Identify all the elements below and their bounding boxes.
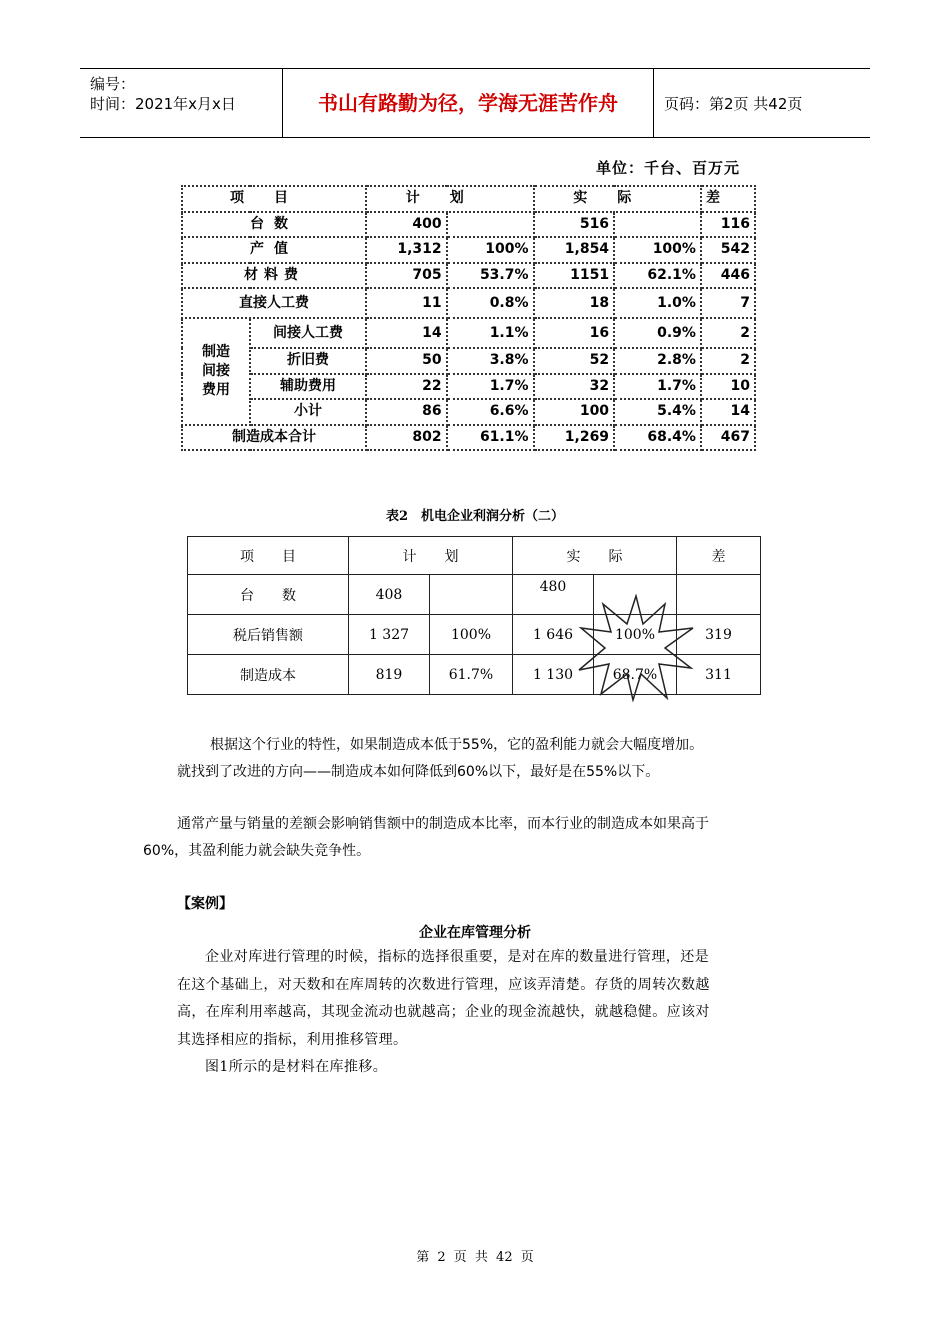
cell-actual: 516 — [534, 212, 615, 238]
row-label: 辅助费用 — [250, 374, 366, 400]
group-label-line: 制造 — [202, 343, 230, 360]
profit-table-2 — [187, 536, 761, 694]
header-actual: 实际 — [534, 186, 701, 212]
cell-diff: 14 — [701, 399, 755, 425]
header-plan: 计 划 — [349, 537, 513, 575]
table-row — [182, 374, 755, 400]
table1-unit: 单位：千台、百万元 — [596, 159, 741, 177]
cell-plan: 408 — [349, 575, 430, 615]
cell-actual-pct: 62.1% — [614, 263, 701, 289]
cell-diff: 2 — [701, 348, 755, 374]
cell-actual-pct: 1.7% — [614, 374, 701, 400]
cell-diff: 7 — [701, 288, 755, 318]
cell-actual-pct: 2.8% — [614, 348, 701, 374]
case-line: 图1所示的是材料在库推移。 — [205, 1059, 388, 1075]
cell-plan-pct: 100% — [447, 237, 534, 263]
cell-actual-pct: 1.0% — [614, 288, 701, 318]
case-title: 企业在库管理分析 — [419, 925, 531, 941]
header-plan: 计划 — [366, 186, 533, 212]
cell-actual: 16 — [534, 318, 615, 348]
table-row — [182, 318, 755, 348]
header-meta — [80, 69, 283, 137]
cell-actual: 100 — [534, 399, 615, 425]
case-line: 在这个基础上，对天数和在库周转的次数进行管理，应该弄清楚。存货的周转次数越 — [177, 976, 710, 993]
cell-plan: 819 — [349, 655, 430, 695]
cell-plan: 50 — [366, 348, 447, 374]
row-label: 材料费 — [182, 263, 366, 289]
header-diff: 差 — [677, 537, 761, 575]
header-item: 项目 — [182, 186, 366, 212]
cell-plan: 14 — [366, 318, 447, 348]
cell-plan-pct: 61.1% — [447, 425, 534, 451]
paragraph-1: 根据这个行业的特性，如果制造成本低于55%，它的盈利能力就会大幅度增加。 — [210, 737, 704, 753]
cell-plan-pct: 100% — [429, 615, 512, 655]
cell-plan-pct: 0.8% — [447, 288, 534, 318]
page-header — [80, 68, 870, 138]
cell-actual: 52 — [534, 348, 615, 374]
cell-actual-pct: 5.4% — [614, 399, 701, 425]
cell-plan: 705 — [366, 263, 447, 289]
table-row — [182, 399, 755, 425]
cell-plan: 400 — [366, 212, 447, 238]
group-label-line: 间接 — [202, 362, 230, 379]
case-line: 其选择相应的指标，利用推移管理。 — [177, 1031, 408, 1048]
cell-plan: 22 — [366, 374, 447, 400]
cell-actual-pct: 68.4% — [614, 425, 701, 451]
cell-diff: 10 — [701, 374, 755, 400]
starburst-highlight-icon — [577, 594, 695, 702]
header-actual: 实 际 — [513, 537, 677, 575]
cell-plan-pct: 1.1% — [447, 318, 534, 348]
paragraph-4: 60%，其盈利能力就会缺失竞争性。 — [143, 843, 371, 859]
cell-actual-pct: 68.7% — [593, 655, 676, 695]
cell-plan-pct: 61.7% — [429, 655, 512, 695]
case-line: 高，在库利用率越高，其现金流动也就越高；企业的现金流越快，就越稳健。应该对 — [177, 1004, 710, 1020]
cell-diff: 116 — [701, 212, 755, 238]
row-label: 台数 — [182, 212, 366, 238]
cell-plan-pct: 53.7% — [447, 263, 534, 289]
cell-actual-pct: 100% — [593, 615, 676, 655]
row-label: 间接人工费 — [250, 318, 366, 348]
cell-diff: 319 — [677, 615, 761, 655]
cell-diff: 311 — [677, 655, 761, 695]
table-row — [182, 212, 755, 238]
group-label-manufacturing-overhead — [182, 318, 250, 425]
row-label: 制造成本合计 — [182, 425, 366, 451]
table-header-row — [188, 537, 761, 575]
cell-plan-pct: 1.7% — [447, 374, 534, 400]
table-header-row — [182, 186, 755, 212]
cell-plan-pct — [447, 212, 534, 238]
row-label: 折旧费 — [250, 348, 366, 374]
paragraph-3: 通常产量与销量的差额会影响销售额中的制造成本比率，而本行业的制造成本如果高于 — [177, 816, 709, 832]
case-line: 企业对库进行管理的时候，指标的选择很重要，是对在库的数量进行管理，还是 — [205, 949, 709, 965]
cell-actual: 1151 — [534, 263, 615, 289]
cell-diff: 2 — [701, 318, 755, 348]
header-diff: 差 — [701, 186, 755, 212]
header-motto: 书山有路勤为径，学海无涯苦作舟 — [283, 69, 654, 137]
cell-actual: 1 646 — [513, 615, 594, 655]
cell-actual-pct: 0.9% — [614, 318, 701, 348]
cell-plan-pct: 3.8% — [447, 348, 534, 374]
header-page-info: 页码：第2页 共42页 — [664, 95, 803, 113]
paragraph-2: 就找到了改进的方向——制造成本如何降低到60%以下，最好是在55%以下。 — [177, 764, 660, 780]
row-label: 直接人工费 — [182, 288, 366, 318]
cell-plan: 802 — [366, 425, 447, 451]
cell-actual: 480 — [513, 575, 594, 615]
table-row — [182, 237, 755, 263]
cell-plan: 11 — [366, 288, 447, 318]
cell-plan-pct: 6.6% — [447, 399, 534, 425]
cell-actual: 32 — [534, 374, 615, 400]
cell-diff: 542 — [701, 237, 755, 263]
table-total-row — [182, 425, 755, 451]
cell-actual: 1,269 — [534, 425, 615, 451]
cell-actual: 1,854 — [534, 237, 615, 263]
cell-actual-pct: 100% — [614, 237, 701, 263]
header-item: 项 目 — [188, 537, 349, 575]
table-row — [182, 288, 755, 318]
document-date: 时间：2021年x月x日 — [90, 95, 236, 113]
case-body — [177, 944, 777, 1082]
row-label: 税后销售额 — [188, 615, 349, 655]
cell-actual: 1 130 — [513, 655, 594, 695]
document-number-label: 编号： — [90, 75, 136, 93]
cell-diff: 446 — [701, 263, 755, 289]
row-label: 台 数 — [188, 575, 349, 615]
table2-caption: 表2 机电企业利润分析（二） — [385, 509, 565, 524]
cell-plan: 86 — [366, 399, 447, 425]
table-row — [182, 263, 755, 289]
row-label: 制造成本 — [188, 655, 349, 695]
row-label: 产值 — [182, 237, 366, 263]
cell-actual-pct — [614, 212, 701, 238]
page-footer: 第 2 页 共 42 页 — [416, 1250, 534, 1265]
row-label: 小计 — [250, 399, 366, 425]
cost-table-1 — [181, 185, 756, 451]
cell-plan: 1 327 — [349, 615, 430, 655]
cell-diff: 467 — [701, 425, 755, 451]
cell-plan-pct — [429, 575, 512, 615]
cell-actual: 18 — [534, 288, 615, 318]
case-tag: 【案例】 — [177, 896, 233, 912]
group-label-line: 费用 — [202, 381, 230, 398]
cell-plan: 1,312 — [366, 237, 447, 263]
table-row — [182, 348, 755, 374]
